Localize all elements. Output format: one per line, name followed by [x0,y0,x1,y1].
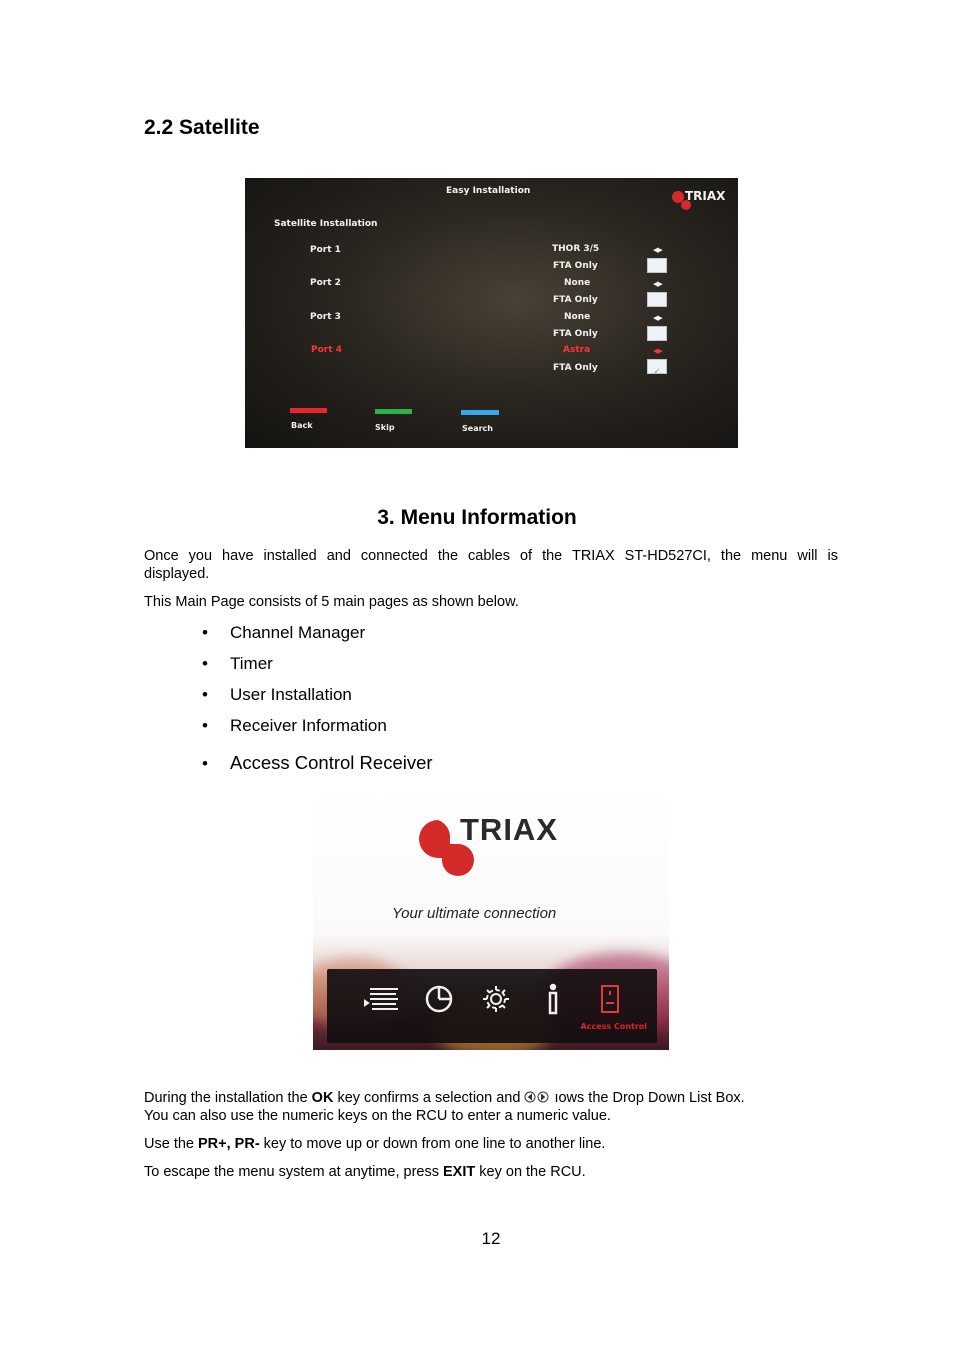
search-color-key[interactable] [461,410,499,415]
list-item: • Channel Manager [202,623,366,642]
list-item: • Timer [202,654,273,673]
port-1-fta-checkbox[interactable] [647,258,667,273]
skip-button[interactable]: Skip [375,423,395,432]
port-1-left-right-arrows-icon[interactable]: ◀▶ [653,246,662,254]
port-4-fta-checkbox[interactable] [647,359,667,374]
port-4-left-right-arrows-icon[interactable]: ◀▶ [653,347,662,355]
port-3-label[interactable]: Port 3 [310,312,341,322]
port-4-fta-label: FTA Only [553,363,598,373]
satellite-installation-screenshot [245,178,738,448]
main-menu-screenshot [313,788,669,1050]
search-button[interactable]: Search [462,424,493,433]
list-item: • Access Control Receiver [202,752,433,773]
port-3-fta-checkbox[interactable] [647,326,667,341]
brand-text: TRIAX [685,189,726,203]
port-3-fta-label: FTA Only [553,329,598,339]
port-2-fta-checkbox[interactable] [647,292,667,307]
port-1-fta-label: FTA Only [553,261,598,271]
section-heading-menu-information: 3. Menu Information [377,506,577,529]
port-3-satellite-value[interactable]: None [564,312,591,322]
timer-icon[interactable] [419,983,459,1017]
tagline: Your ultimate connection [392,905,557,922]
pr-keys: PR+, PR- [198,1136,260,1152]
port-2-label[interactable]: Port 2 [310,278,341,288]
instructions-line-2: You can also use the numeric keys on the RCU to enter a numeric value. [144,1108,611,1124]
skip-color-key[interactable] [375,409,412,414]
port-1-label[interactable]: Port 1 [310,245,341,255]
intro-paragraph-line-2: displayed. [144,566,210,582]
intro-paragraph-line-1: Once you have installed and connected the cables of the TRIAX ST-HD527CI, the menu will is [144,548,838,564]
instructions-line-3: Use the PR+, PR- key to move up or down from one line to another line. [144,1136,606,1152]
port-3-left-right-arrows-icon[interactable]: ◀▶ [653,314,662,322]
page-number: 12 [481,1229,501,1248]
section-heading-satellite: 2.2 Satellite [144,116,260,139]
main-menu-bar [327,969,657,1043]
list-item: • User Installation [202,685,352,704]
access-control-icon[interactable] [590,983,630,1017]
main-page-paragraph: This Main Page consists of 5 main pages as shown below. [144,594,519,610]
port-1-satellite-value[interactable]: THOR 3/5 [552,244,600,254]
gear-icon[interactable] [476,983,516,1017]
screen-title: Easy Installation [446,186,531,196]
back-button[interactable]: Back [291,421,313,430]
info-icon[interactable] [533,983,573,1017]
checkmark-icon: ✓ [653,367,661,376]
port-4-label[interactable]: Port 4 [311,345,342,355]
access-control-label: Access Control [580,1022,647,1031]
back-color-key[interactable] [290,408,327,413]
list-item: • Receiver Information [202,716,387,735]
exit-key: EXIT [443,1164,476,1180]
port-2-fta-label: FTA Only [553,295,598,305]
satellite-installation-label: Satellite Installation [274,219,378,229]
instructions-line-1: During the installation the OK key confirms a selection and ıows the Drop Down List Box. [144,1090,745,1106]
instructions-line-4: To escape the menu system at anytime, press EXIT key on the RCU. [144,1164,586,1180]
ok-key: OK [311,1090,334,1106]
port-2-satellite-value[interactable]: None [564,278,591,288]
port-2-left-right-arrows-icon[interactable]: ◀▶ [653,280,662,288]
brand-text: TRIAX [460,812,558,847]
list-icon[interactable] [362,983,402,1017]
port-4-satellite-value[interactable]: Astra [563,345,591,355]
left-right-keys-icon [524,1090,550,1104]
